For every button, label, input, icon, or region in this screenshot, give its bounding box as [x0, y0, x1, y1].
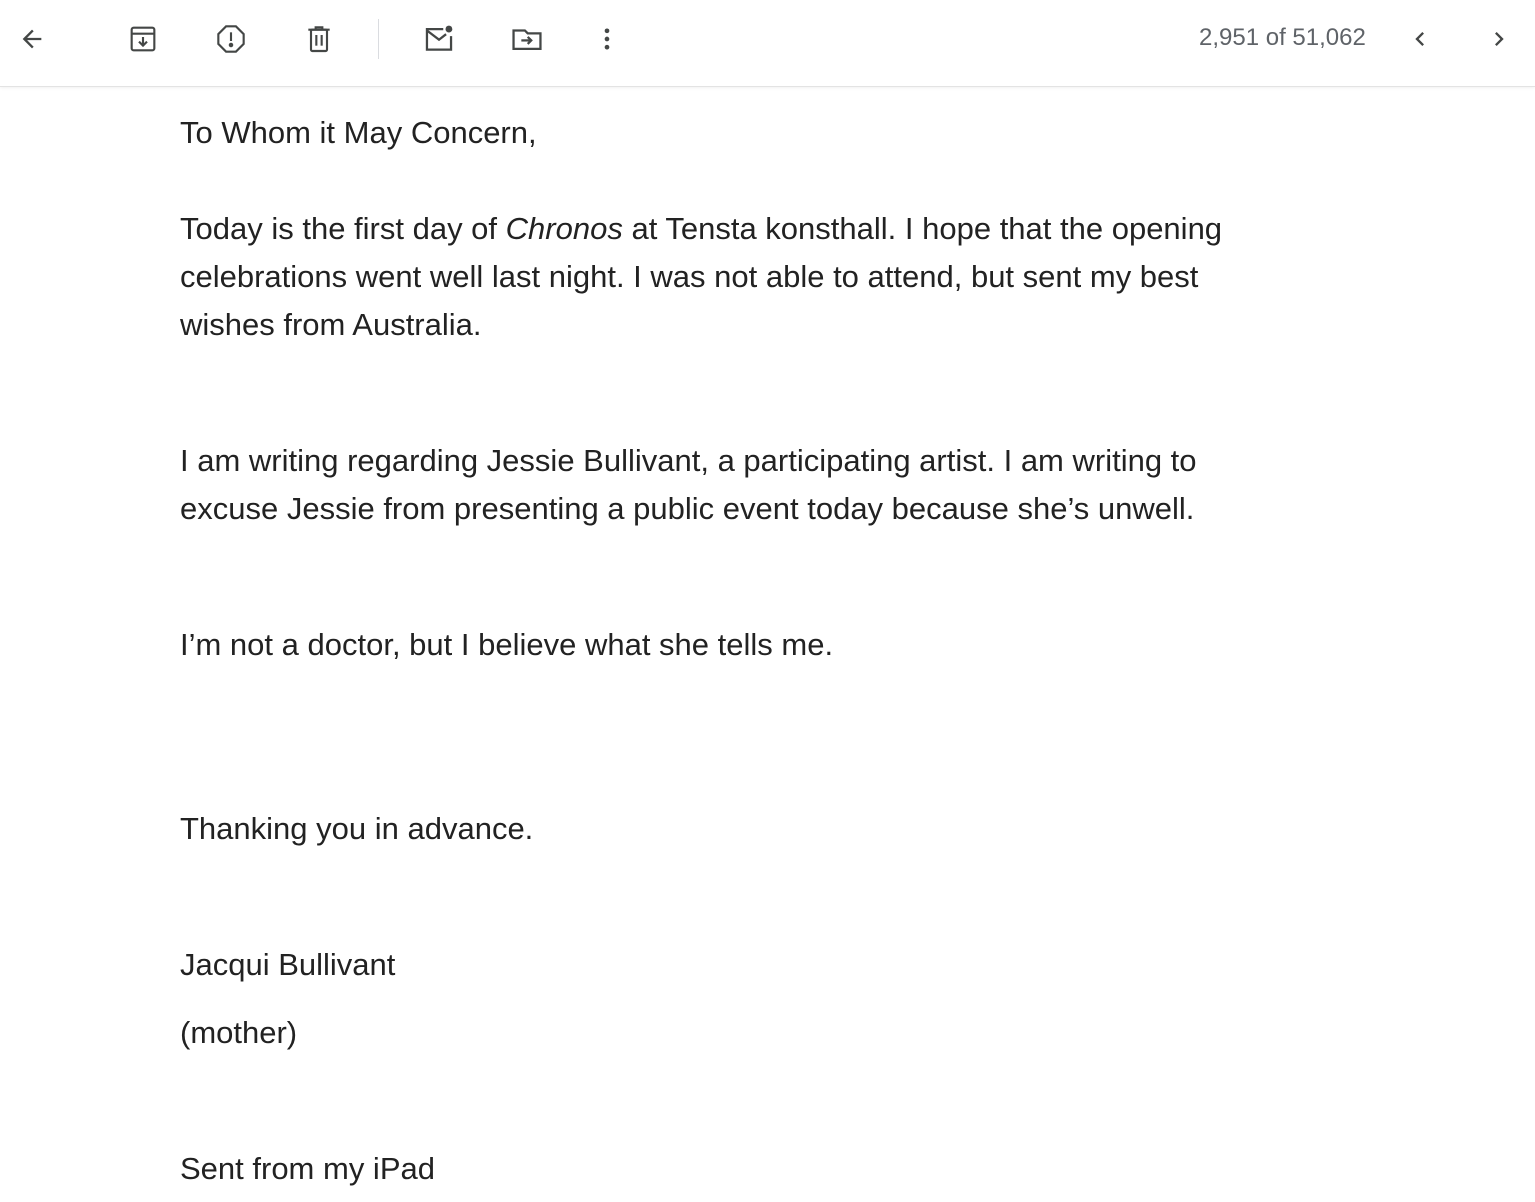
archive-button[interactable]	[119, 15, 167, 63]
paragraph-2: I am writing regarding Jessie Bullivant, a participating artist. I am writing to excuse Jessie from presenting a public event today because she’s unwell.	[180, 443, 1197, 526]
greeting: To Whom it May Concern,	[180, 115, 537, 150]
toolbar-divider	[378, 19, 379, 59]
mark-unread-icon	[422, 22, 456, 56]
more-options-button[interactable]	[583, 15, 631, 63]
move-to-folder-icon	[510, 22, 544, 56]
message-toolbar	[0, 0, 1535, 87]
paragraph-1	[180, 205, 1290, 349]
message-counter: 2,951 of 51,062	[1199, 24, 1366, 51]
delete-button[interactable]	[295, 15, 343, 63]
chevron-right-icon	[1485, 25, 1513, 53]
trash-icon	[303, 23, 335, 55]
chevron-left-icon	[1406, 25, 1434, 53]
mark-unread-button[interactable]	[415, 15, 463, 63]
archive-icon	[127, 23, 159, 55]
newer-message-button[interactable]	[1396, 15, 1444, 63]
back-button[interactable]	[8, 15, 56, 63]
move-to-button[interactable]	[503, 15, 551, 63]
paragraph-3: I’m not a doctor, but I believe what she tells me.	[180, 627, 834, 662]
paragraph-1-text-start: Today is the first day of	[180, 211, 506, 246]
more-vert-icon	[593, 25, 621, 53]
report-spam-icon	[215, 23, 247, 55]
older-message-button[interactable]	[1475, 15, 1523, 63]
arrow-left-icon	[18, 25, 46, 53]
report-spam-button[interactable]	[207, 15, 255, 63]
closing-line: Thanking you in advance.	[180, 811, 534, 846]
signature-name: Jacqui Bullivant	[180, 947, 396, 982]
sent-from-signature: Sent from my iPad	[180, 1151, 435, 1186]
exhibition-title: Chronos	[505, 211, 623, 246]
signature-role: (mother)	[180, 1015, 298, 1050]
paragraph-1-text-end: at Tensta konsthall. I hope that the opening celebrations went well last night. I was not able to attend, but sent my best wishes from Australia.	[180, 211, 1223, 342]
